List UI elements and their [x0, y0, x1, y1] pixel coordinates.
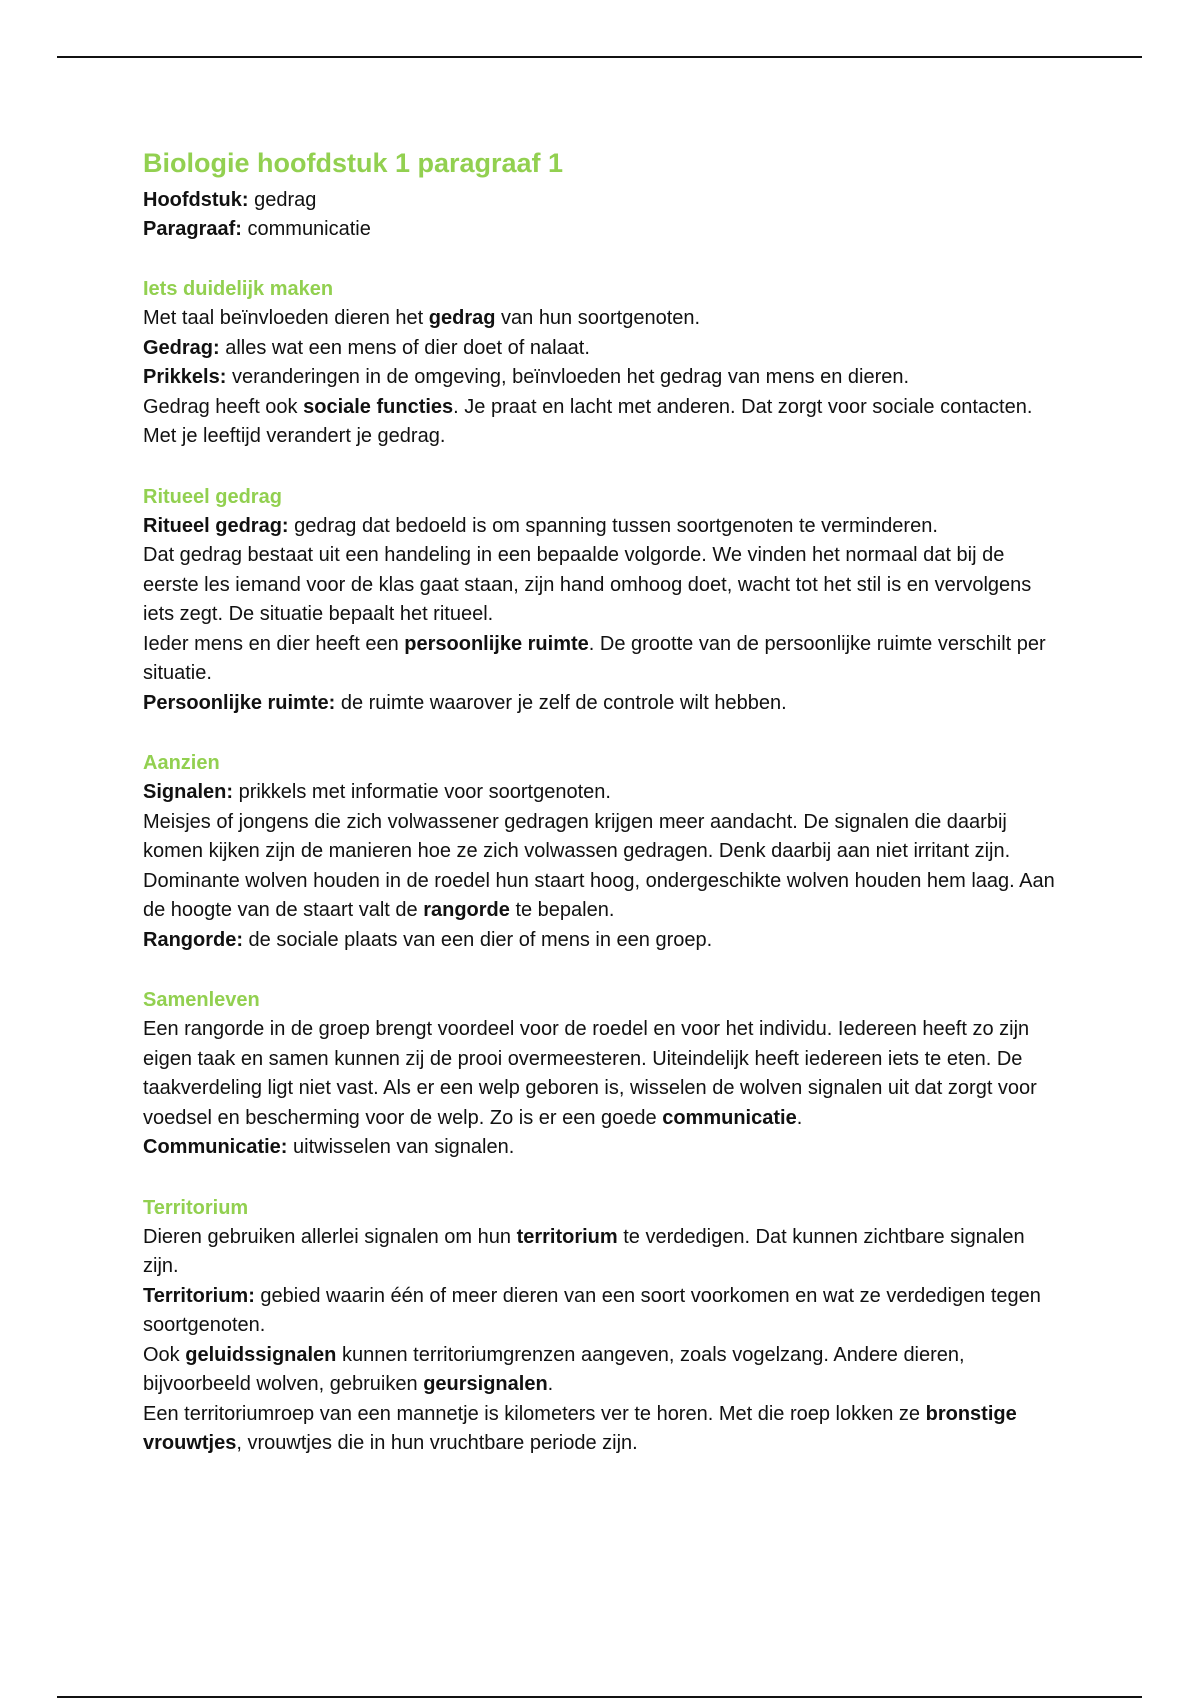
document-title: Biologie hoofdstuk 1 paragraaf 1: [143, 148, 564, 178]
section-aanzien: [143, 749, 1063, 955]
paragraph: Een territoriumroep van een mannetje is kilometers ver te horen. Met die roep lokken ze bronstige vrouwtjes, vrouwtjes die in hun vruchtbare periode zijn.: [143, 1402, 1017, 1454]
definition: Territorium: gebied waarin één of meer dieren van een soort voorkomen en wat ze verdedigen tegen soortgenoten.: [143, 1284, 1041, 1336]
paragraph: Met je leeftijd verandert je gedrag.: [143, 425, 446, 447]
section-heading: Samenleven: [143, 989, 260, 1011]
definition: Prikkels: veranderingen in de omgeving, beïnvloeden het gedrag van mens en dieren.: [143, 366, 910, 388]
paragraph: Gedrag heeft ook sociale functies. Je praat en lacht met anderen. Dat zorgt voor sociale contacten.: [143, 395, 1033, 418]
section-samenleven: [143, 986, 1063, 1163]
section-heading: Iets duidelijk maken: [143, 278, 334, 300]
paragraph: Met taal beïnvloeden dieren het gedrag van hun soortgenoten.: [143, 307, 701, 329]
paragraph: Ook geluidssignalen kunnen territoriumgrenzen aangeven, zoals vogelzang. Andere dieren, bijvoorbeeld wolven, gebruiken geursignalen.: [143, 1343, 965, 1395]
bottom-rule: [57, 1696, 1142, 1698]
chapter-line: Hoofdstuk: gedrag: [143, 189, 317, 211]
paragraph: Dominante wolven houden in de roedel hun staart hoog, ondergeschikte wolven houden hem laag. Aan de hoogte van de staart valt de rangorde te bepalen.: [143, 869, 1055, 921]
definition: Rangorde: de sociale plaats van een dier of mens in een groep.: [143, 928, 713, 951]
section-heading: Ritueel gedrag: [143, 485, 282, 508]
section-ritueel-gedrag: [143, 483, 1063, 719]
definition: Ritueel gedrag: gedrag dat bedoeld is om spanning tussen soortgenoten te verminderen.: [143, 514, 938, 537]
paragraph: Dat gedrag bestaat uit een handeling in een bepaalde volgorde. We vinden het normaal dat bij de eerste les iemand voor de klas gaat staan, zijn hand omhoog doet, wacht tot het stil is en vervolgens iets zegt. De situatie bepaalt het ritueel.: [143, 544, 1032, 625]
paragraph: Ieder mens en dier heeft een persoonlijke ruimte. De grootte van de persoonlijke ruimte verschilt per situatie.: [143, 632, 1046, 684]
paragraph-line: Paragraaf: communicatie: [143, 218, 371, 240]
top-rule: [57, 56, 1142, 58]
document-body: [143, 146, 1063, 1459]
definition: Communicatie: uitwisselen van signalen.: [143, 1136, 515, 1158]
section-territorium: [143, 1194, 1063, 1459]
definition: Signalen: prikkels met informatie voor soortgenoten.: [143, 781, 611, 803]
section-heading: Territorium: [143, 1196, 249, 1219]
paragraph: Dieren gebruiken allerlei signalen om hun territorium te verdedigen. Dat kunnen zichtbare signalen zijn.: [143, 1225, 1025, 1277]
definition: Gedrag: alles wat een mens of dier doet of nalaat.: [143, 336, 590, 359]
paragraph: Een rangorde in de groep brengt voordeel voor de roedel en voor het individu. Iedereen heeft zo zijn eigen taak en samen kunnen zij de prooi overmeesteren. Uiteindelijk heeft iedereen iets te eten. De taakverdeling ligt niet vast. Als er een welp geboren is, wisselen de wolven signalen uit dat zorgt voor voedsel en bescherming voor de welp. Zo is er een goede communicatie.: [143, 1018, 1037, 1129]
paragraph: Meisjes of jongens die zich volwassener gedragen krijgen meer aandacht. De signalen die daarbij komen kijken zijn de manieren hoe ze zich volwassen gedragen. Denk daarbij aan niet irritant zijn.: [143, 810, 1011, 862]
section-heading: Aanzien: [143, 752, 220, 774]
section-iets-duidelijk-maken: [143, 275, 1063, 452]
definition: Persoonlijke ruimte: de ruimte waarover je zelf de controle wilt hebben.: [143, 691, 787, 714]
